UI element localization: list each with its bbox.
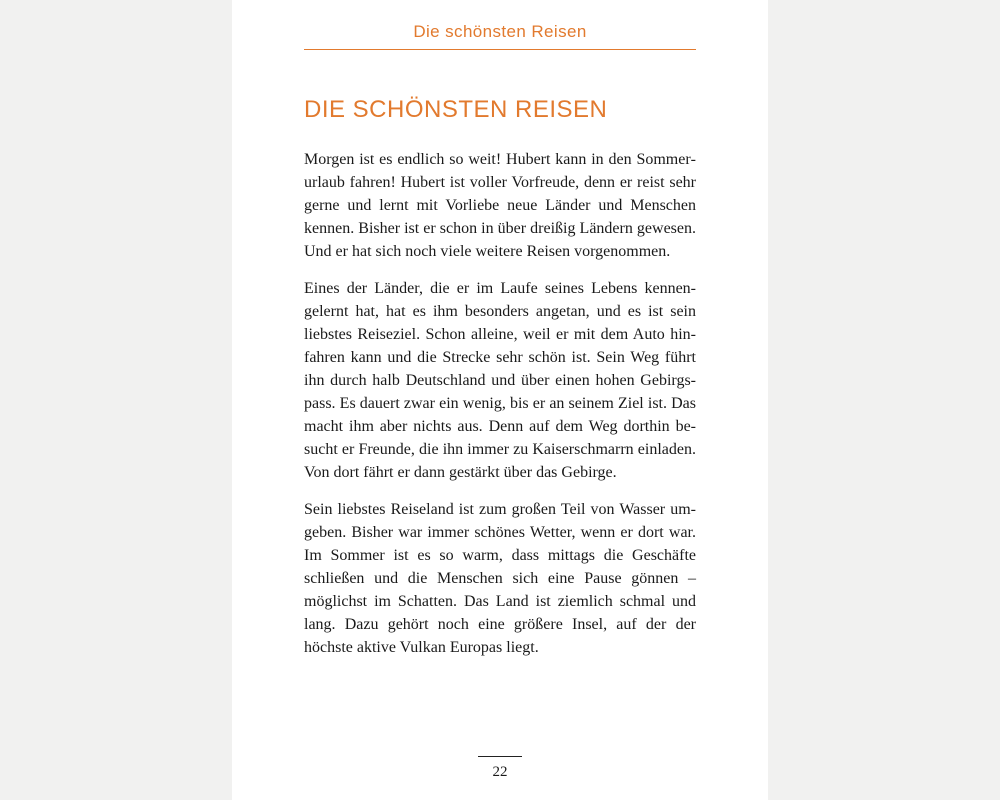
paragraph: Morgen ist es endlich so weit! Hubert kann in den Sommerurlaub fahren! Hubert ist voller Vorfreude, denn er reist sehr gerne und lernt mit Vorliebe neue Länder und Menschen kennen. Bisher ist er schon in über dreißig Ländern gewesen. Und er hat sich noch viele weitere Reisen vorgenommen. xyxy=(304,151,696,260)
page-header xyxy=(304,22,696,50)
footer-rule xyxy=(478,756,522,757)
chapter-title: DIE SCHÖNSTEN REISEN xyxy=(304,96,608,123)
paragraph: Eines der Länder, die er im Laufe seines Lebens kennengelernt hat, hat es ihm besonders angetan, und es ist sein liebstes Reiseziel. Schon alleine, weil er mit dem Auto hinfahren kann und die Strecke sehr schön ist. Sein Weg führt ihn durch halb Deutschland und über einen hohen Gebirgspass. Es dauert zwar ein wenig, bis er an seinem Ziel ist. Das macht ihm aber nichts aus. Denn auf dem Weg dorthin besucht er Freunde, die ihn immer zu Kaiserschmarrn einladen. Von dort fährt er dann gestärkt über das Gebirge. xyxy=(304,280,696,481)
book-page xyxy=(232,0,768,800)
running-header: Die schönsten Reisen xyxy=(413,22,587,41)
page-number: 22 xyxy=(492,764,508,780)
paragraph: Sein liebstes Reiseland ist zum großen Teil von Wasser umgeben. Bisher war immer schönes Wetter, wenn er dort war. Im Sommer ist es so warm, dass mittags die Geschäfte schließen und die Menschen sich eine Pause gönnen – möglichst im Schatten. Das Land ist ziemlich schmal und lang. Dazu gehört noch eine größere Insel, auf der der höchste aktive Vulkan Europas liegt. xyxy=(304,501,696,656)
header-rule xyxy=(304,49,696,50)
page-footer xyxy=(232,756,768,780)
body-text xyxy=(304,148,696,659)
